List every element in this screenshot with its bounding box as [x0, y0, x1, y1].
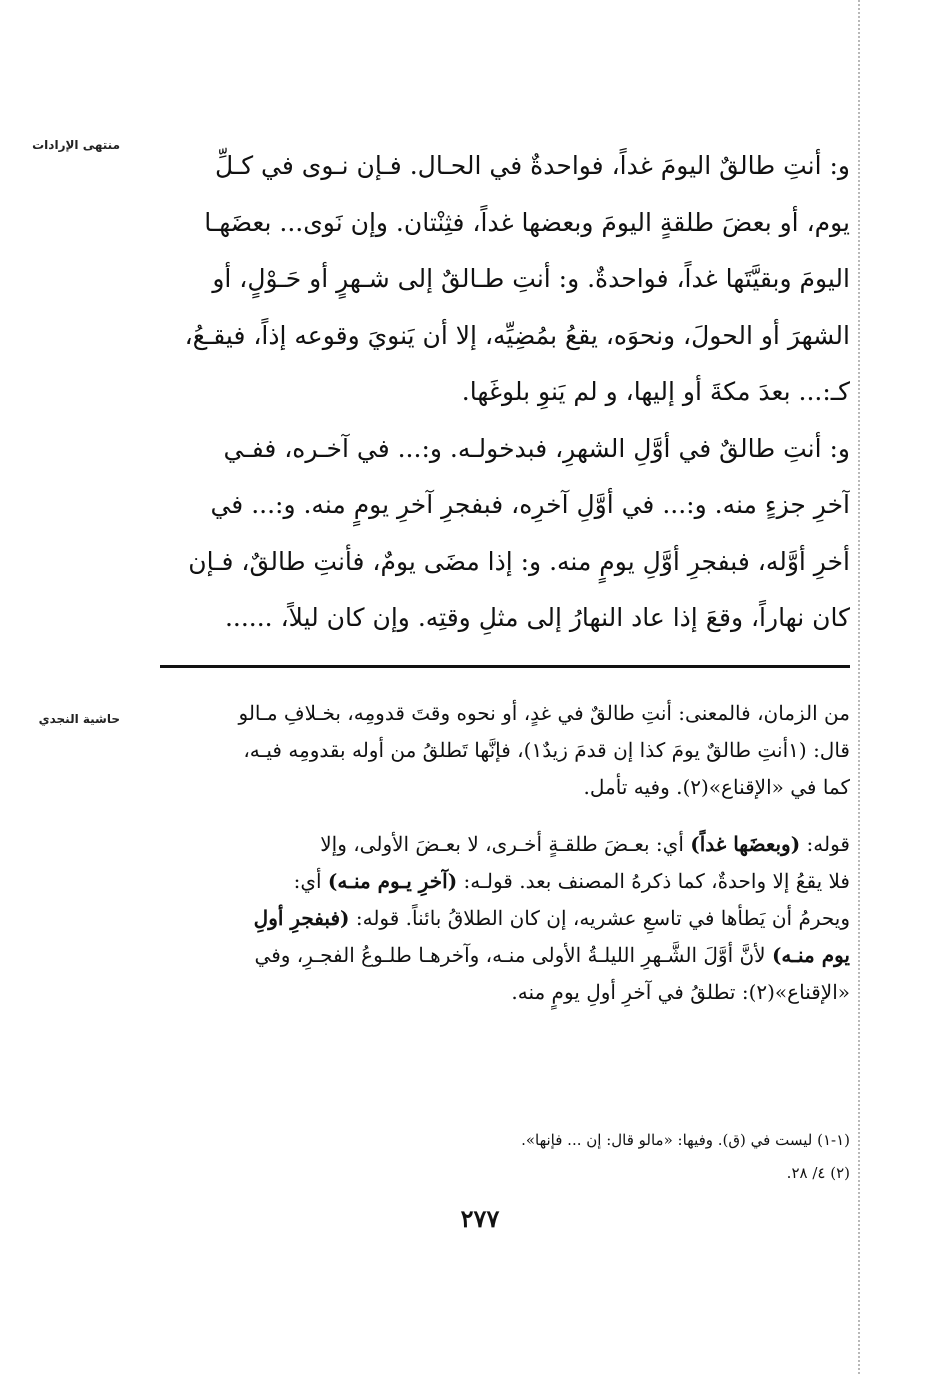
commentary-label: حاشية النجدي — [38, 712, 120, 726]
commentary-line: كما في «الإقناع»(٢). وفيه تأمل. — [583, 775, 850, 799]
main-text-line: يوم، أو بعضَ طلقةٍ اليومَ وبعضها غداً، فثِنْتان. وإن نَوى... بعضَهـا — [204, 207, 850, 237]
quoted-term: يوم منـه) — [771, 943, 850, 967]
main-text-line: أخرِ أوَّله، فبفجرِ أوَّلِ يومٍ منه. و: إذا مضَى يومٌ، فأنتِ طالقٌ، فـإن — [188, 546, 850, 576]
page-edge-dotted-line — [858, 0, 860, 1374]
main-text-line: كـ:... بعدَ مكةَ أو إليها، و لم يَنوِ بلوغَها. — [461, 377, 850, 406]
main-text-line: آخرِ جزءٍ منه. و:... في أوَّلِ آخرِه، فبفجرِ آخرِ يومٍ منه. و:... في — [210, 490, 850, 519]
main-text-line: و: أنتِ طالقٌ اليومَ غداً، فواحدةٌ في الحـال. فـإن نـوى في كـلِّ — [214, 151, 850, 180]
footnote: (١-١) ليست في (ق). وفيها: «مالو قال: إن ... فإنها». — [521, 1131, 850, 1149]
main-text-label: منتهى الإرادات — [32, 138, 120, 152]
commentary-line: «الإقناع»(٢): تطلقُ في آخرِ أولِ يومٍ منه. — [511, 980, 850, 1004]
commentary-line: قال: (١أنتِ طالقٌ يومَ كذا إن قدمَ زيدٌ١)، فإنَّها تَطلقُ من أوله بقدومِه فيـه، — [243, 738, 850, 762]
footnotes — [160, 1124, 850, 1190]
main-text-line: الشهرَ أو الحولَ، ونحوَه، يقعُ بمُضِيِّه، إلا أن يَنويَ وقوعه إذاً، فيقـعُ، — [184, 320, 850, 350]
footnote: (٢) ٤/ ٢٨. — [786, 1164, 850, 1182]
section-divider — [160, 665, 850, 668]
main-text — [160, 138, 850, 647]
quoted-term: (فبفجرِ أولِ — [253, 906, 350, 930]
page-number: ٢٧٧ — [460, 1204, 500, 1233]
main-text-line: و: أنتِ طالقٌ في أوَّلِ الشهرِ، فبدخولـه. و:... في آخـره، ففـي — [223, 433, 850, 463]
quoted-term: (وبعضَها غداً) — [690, 832, 801, 856]
main-text-line: اليومَ وبقيَّتَها غداً، فواحدةٌ. و: أنتِ طـالقٌ إلى شـهرٍ أو حَـوْلٍ، أو — [212, 264, 850, 293]
commentary — [160, 695, 850, 1011]
commentary-line: ويحرمُ أن يَطأها في تاسعِ عشريه، إن كان الطلاقُ بائناً. قوله: (فبفجرِ أولِ — [253, 906, 850, 930]
main-text-line: كان نهاراً، وقعَ إذا عاد النهارُ إلى مثلِ وقتِه. وإن كان ليلاً، ...... — [224, 603, 850, 632]
commentary-line: قوله: (وبعضَها غداً) أي: بعـضَ طلقـةٍ أخـرى، لا بعـضَ الأولى، وإلا — [320, 832, 850, 856]
commentary-line: من الزمان، فالمعنى: أنتِ طالقٌ في غدٍ، أو نحوه وقتَ قدومِه، بخـلافِ مـالو — [238, 701, 850, 725]
quoted-term: (آخرِ يـوم منـه) — [327, 869, 458, 893]
commentary-line: يوم منـه) لأنَّ أوَّلَ الشَّـهرِ الليلـةُ الأولى منـه، وآخرهـا طلـوعُ الفجـرِ، وفي — [254, 943, 850, 967]
commentary-line: فلا يقعُ إلا واحدةٌ، كما ذكرهُ المصنف بعد. قولـه: (آخرِ يـوم منـه) أي: — [293, 869, 850, 893]
